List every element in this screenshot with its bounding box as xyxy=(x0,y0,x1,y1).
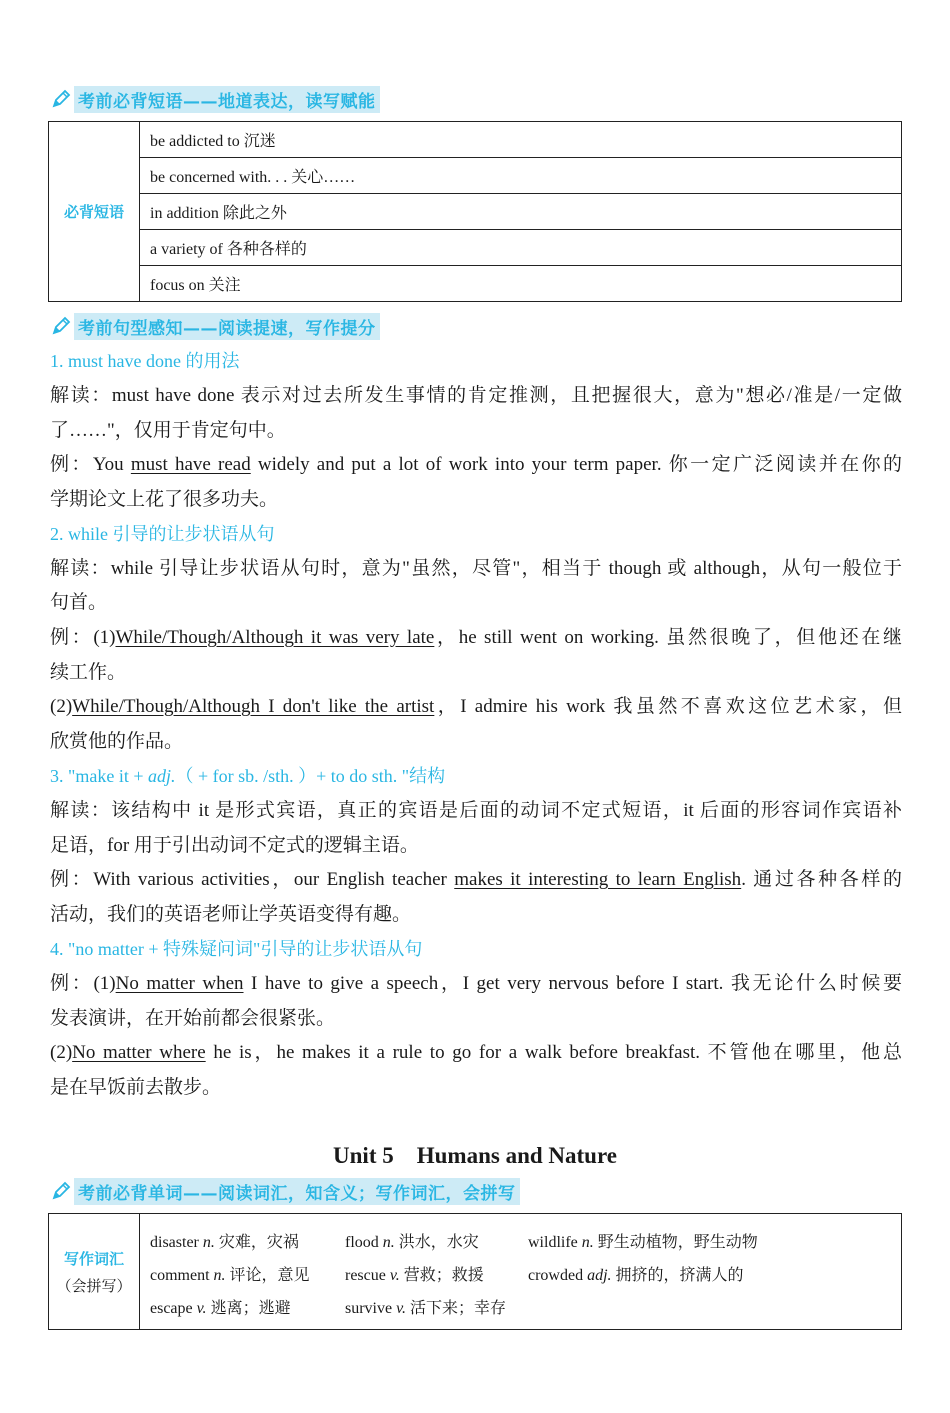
example-text: ，I admire his work 我虽然不喜欢这位艺术家，但 xyxy=(434,696,902,717)
word-pos: adj. xyxy=(587,1267,612,1284)
example-text: . 通过各种各样的 xyxy=(741,869,902,890)
word-meaning: 拥挤的，挤满人的 xyxy=(615,1267,744,1284)
word-meaning: 逃离；逃避 xyxy=(210,1300,291,1317)
word-meaning: 营救；救援 xyxy=(403,1267,484,1284)
item-title-text: （ + for sb. /sth. ）+ to do sth. "结构 xyxy=(175,766,446,786)
example-text: 例：You xyxy=(50,454,131,475)
section-heading-sentences xyxy=(50,313,380,339)
section-heading-text: 考前必背短语——地道表达，读写赋能 xyxy=(74,86,380,113)
phrases-table-label: 必背短语 xyxy=(49,122,140,301)
word: wildlife xyxy=(528,1234,578,1251)
word-pos: n. xyxy=(202,1234,215,1251)
example-line xyxy=(50,625,902,651)
item-title xyxy=(50,763,902,789)
example-text: (2) xyxy=(50,1042,73,1063)
example-text: 例：(1) xyxy=(50,973,116,994)
word-entry xyxy=(150,1262,310,1285)
example-text: 例：(1) xyxy=(50,627,116,648)
word: survive xyxy=(345,1300,393,1317)
section-heading-words xyxy=(50,1178,520,1204)
explanation-line: 句首。 xyxy=(50,592,108,613)
phrase-row: be addicted to 沉迷 xyxy=(140,122,901,158)
word: flood xyxy=(345,1234,379,1251)
phrase-row: focus on 关注 xyxy=(150,277,241,294)
word: disaster xyxy=(150,1234,199,1251)
explanation-line: 解读：must have done 表示对过去所发生事情的肯定推测，且把握很大，意为"想必/准是/一定做 xyxy=(50,385,902,406)
example-line: 欣赏他的作品。 xyxy=(50,731,184,752)
word-meaning: 灾难，灾祸 xyxy=(218,1234,299,1251)
example-text: ，he still went on working. 虽然很晚了，但他还在继 xyxy=(434,627,902,648)
word-entry xyxy=(528,1229,758,1252)
word: escape xyxy=(150,1300,193,1317)
example-line: 活动，我们的英语老师让学英语变得有趣。 xyxy=(50,904,412,925)
words-grid xyxy=(140,1214,901,1329)
example-line xyxy=(50,1040,902,1066)
words-label-title: 写作词汇 xyxy=(63,1249,124,1268)
word-meaning: 洪水，水灾 xyxy=(398,1234,479,1251)
underlined-phrase: No matter when xyxy=(115,973,244,994)
word-pos: v. xyxy=(196,1300,207,1317)
example-line: 是在早饭前去散步。 xyxy=(50,1077,222,1098)
underlined-phrase: must have read xyxy=(130,454,251,475)
explanation-line: 足语，for 用于引出动词不定式的逻辑主语。 xyxy=(50,835,419,856)
phrase-row: in addition 除此之外 xyxy=(140,194,901,230)
pencil-icon xyxy=(50,88,72,110)
item-title-text: 3. "make it + xyxy=(50,766,148,786)
word: rescue xyxy=(345,1267,386,1284)
item-title: 4. "no matter + 特殊疑问词"引导的让步状语从句 xyxy=(50,939,423,959)
word-pos: v. xyxy=(389,1267,400,1284)
example-text: he is，he makes it a rule to go for a walk before breakfast. 不管他在哪里，他总 xyxy=(205,1042,903,1063)
example-text: I have to give a speech，I get very nervous before I start. 我无论什么时候要 xyxy=(243,973,903,994)
phrases-table xyxy=(48,121,902,302)
word: crowded xyxy=(528,1267,584,1284)
word-entry xyxy=(345,1229,479,1252)
example-line xyxy=(50,694,902,720)
item-title: 1. must have done 的用法 xyxy=(50,351,240,371)
example-text: 例：With various activities，our English teacher xyxy=(50,869,455,890)
example-line xyxy=(50,867,902,893)
underlined-phrase: While/Though/Although it was very late xyxy=(115,627,435,648)
explanation-line: 了……"，仅用于肯定句中。 xyxy=(50,420,286,441)
word: comment xyxy=(150,1267,210,1284)
word-pos: n. xyxy=(213,1267,226,1284)
word-pos: n. xyxy=(382,1234,395,1251)
word-entry xyxy=(345,1262,484,1285)
word-entry xyxy=(528,1262,744,1285)
section-heading-text: 考前句型感知——阅读提速，写作提分 xyxy=(74,313,380,340)
example-text: (2) xyxy=(50,696,73,717)
phrase-row: be concerned with. . . 关心…… xyxy=(140,158,901,194)
example-line xyxy=(50,971,902,997)
word-meaning: 活下来；幸存 xyxy=(410,1300,507,1317)
explanation-line: 解读：该结构中 it 是形式宾语，真正的宾语是后面的动词不定式短语，it 后面的形容词作宾语补 xyxy=(50,800,902,821)
item-title-adj: adj. xyxy=(147,766,176,786)
underlined-phrase: makes it interesting to learn English xyxy=(454,869,742,890)
section-heading-text: 考前必背单词——阅读词汇，知含义；写作词汇，会拼写 xyxy=(74,1178,520,1205)
item-title: 2. while 引导的让步状语从句 xyxy=(50,524,275,544)
explanation-line: 解读：while 引导让步状语从句时，意为"虽然，尽管"，相当于 though 或 although，从句一般位于 xyxy=(50,558,902,579)
underlined-phrase: No matter where xyxy=(72,1042,206,1063)
unit-title: Unit 5 Humans and Nature xyxy=(333,1143,617,1168)
word-pos: v. xyxy=(396,1300,407,1317)
phrases-table-rows xyxy=(140,122,901,301)
word-meaning: 野生动植物，野生动物 xyxy=(597,1234,758,1251)
example-line: 学期论文上花了很多功夫。 xyxy=(50,489,279,510)
example-line: 续工作。 xyxy=(50,662,127,683)
section-heading-phrases xyxy=(50,86,380,112)
words-table-label xyxy=(49,1214,140,1329)
pencil-icon xyxy=(50,1180,72,1202)
word-entry xyxy=(150,1295,291,1318)
phrase-row: a variety of 各种各样的 xyxy=(140,230,901,266)
example-line: 发表演讲，在开始前都会很紧张。 xyxy=(50,1008,336,1029)
underlined-phrase: While/Though/Although I don't like the artist xyxy=(72,696,435,717)
word-meaning: 评论，意见 xyxy=(229,1267,310,1284)
example-line xyxy=(50,452,902,478)
words-label-note: （会拼写） xyxy=(56,1276,132,1295)
words-table xyxy=(48,1213,902,1330)
example-text: widely and put a lot of work into your term paper. 你一定广泛阅读并在你的 xyxy=(250,454,903,475)
pencil-icon xyxy=(50,315,72,337)
word-entry xyxy=(345,1295,506,1318)
word-pos: n. xyxy=(581,1234,594,1251)
word-entry xyxy=(150,1229,299,1252)
